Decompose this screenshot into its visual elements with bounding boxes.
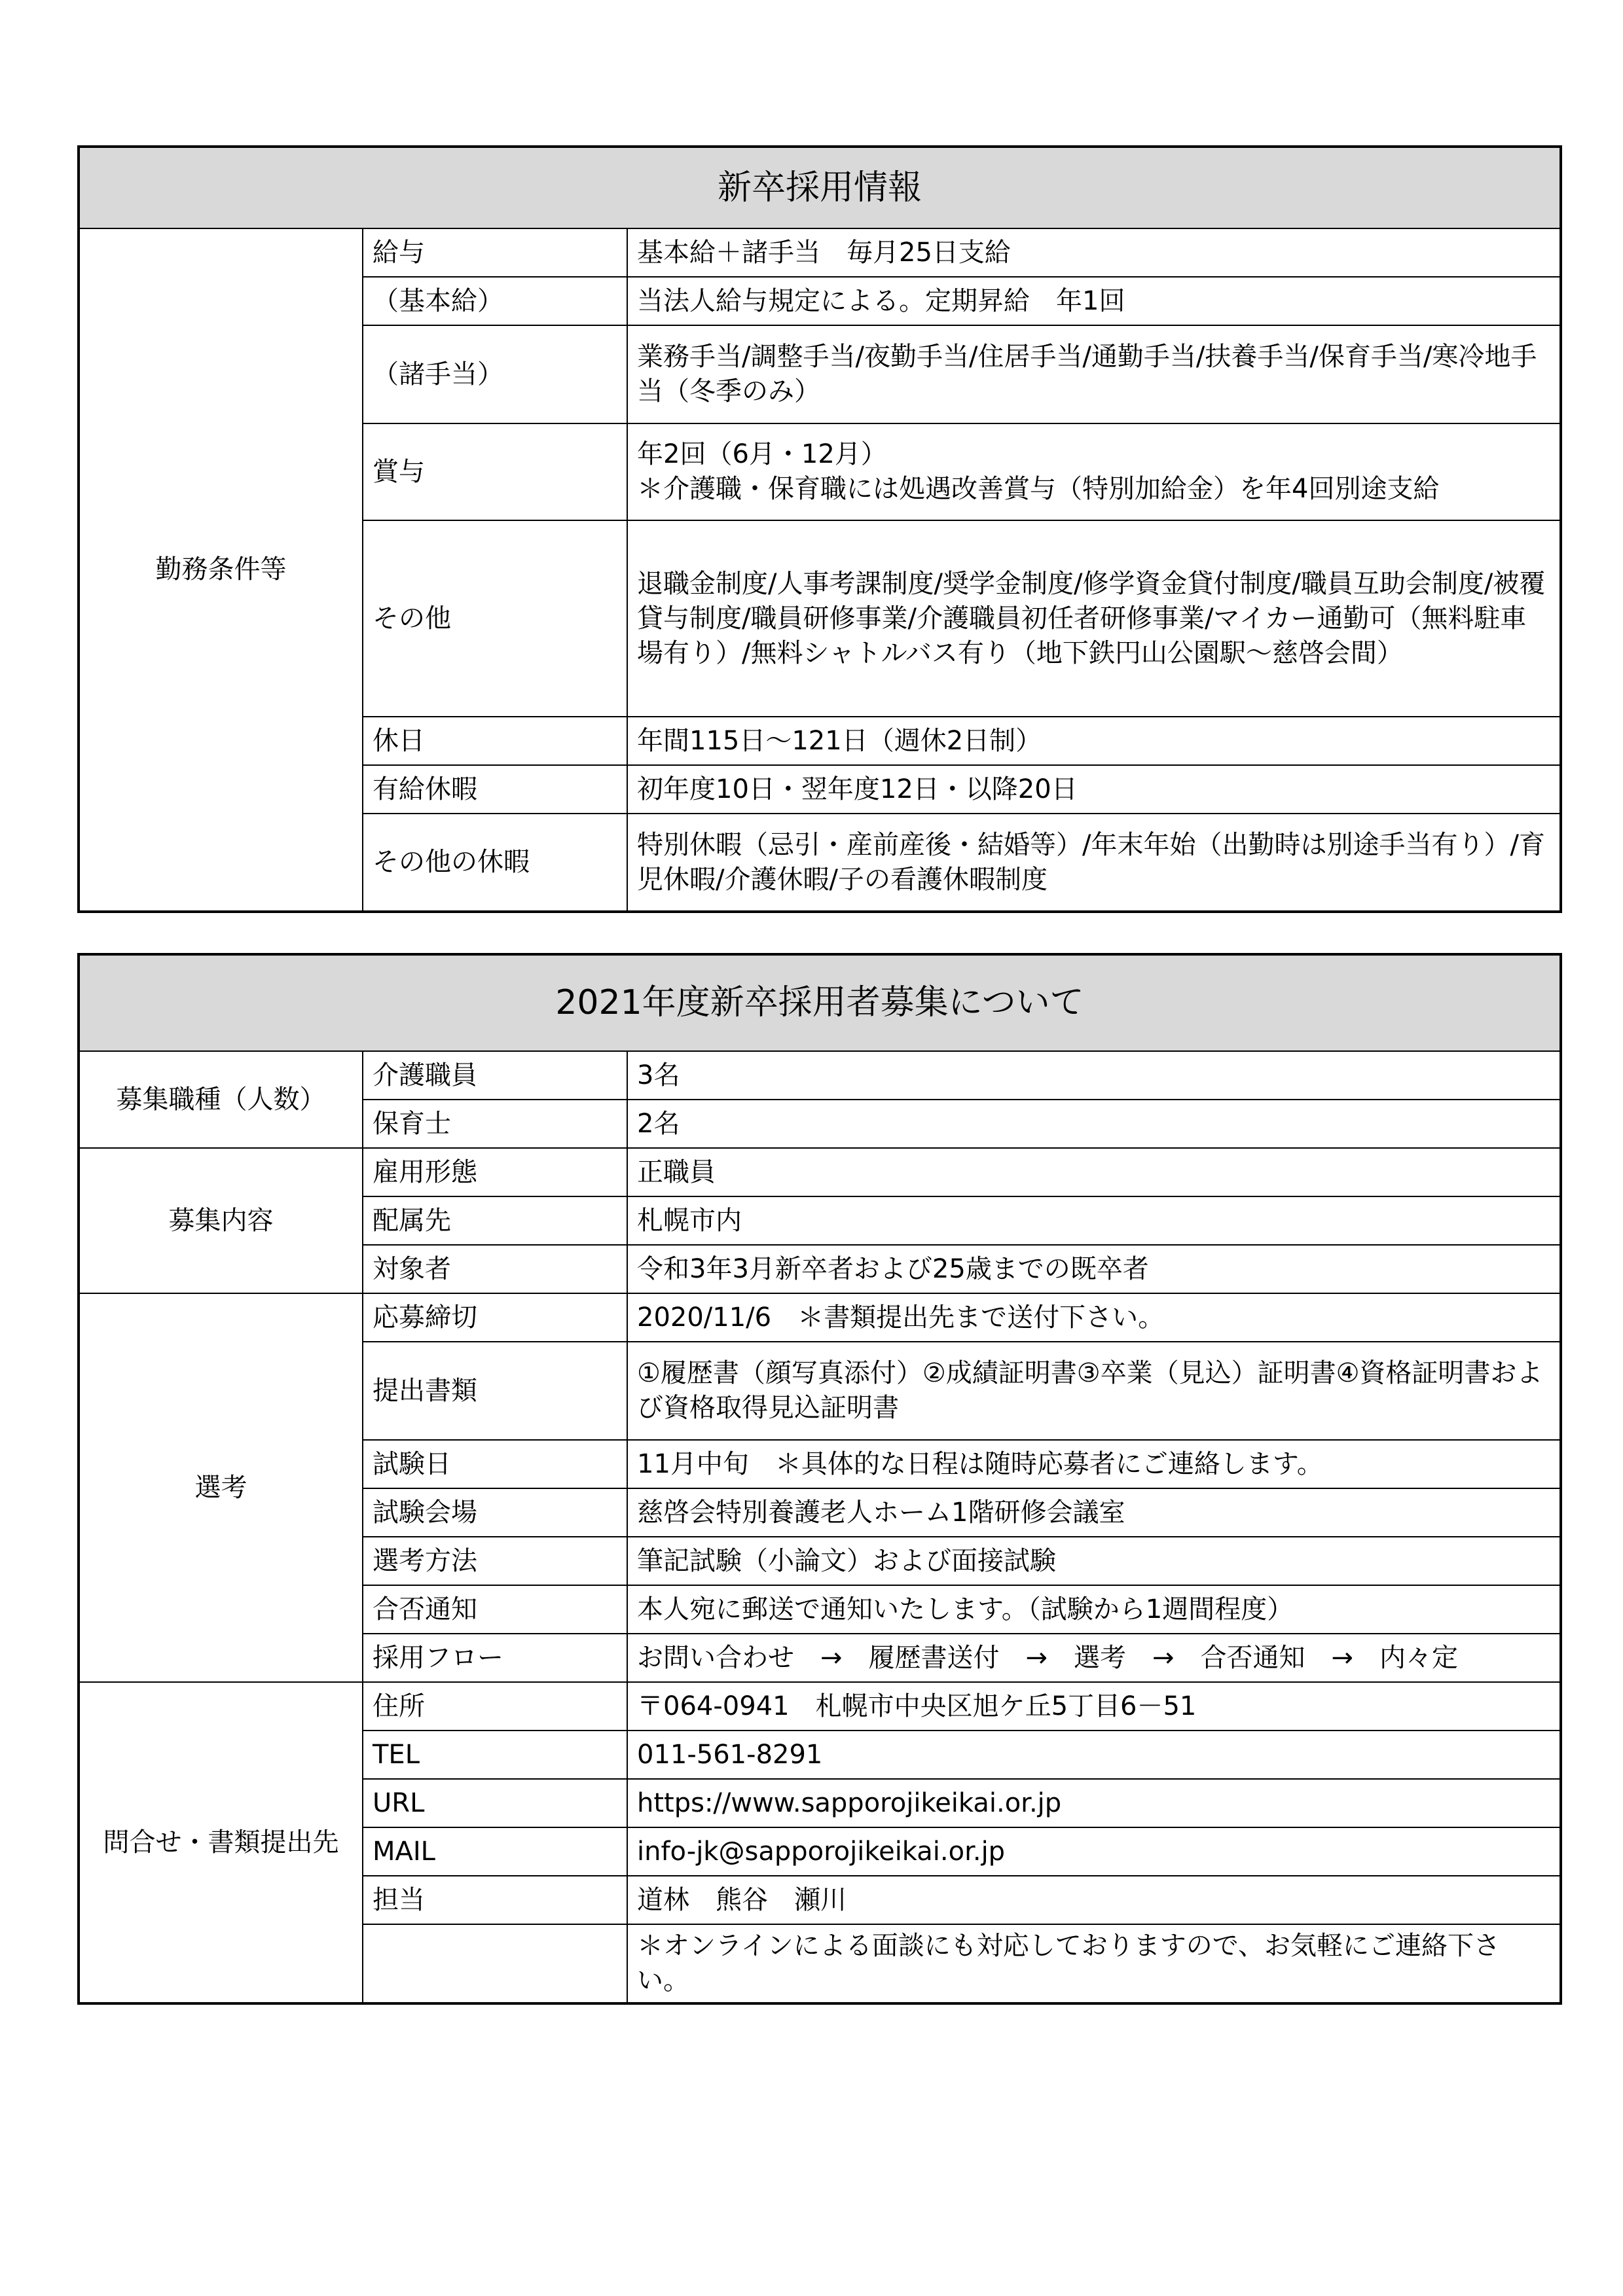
row-label: 試験会場	[363, 1488, 627, 1537]
row-value: 札幌市内	[627, 1196, 1561, 1245]
row-label: 給与	[363, 228, 627, 277]
row-label: 担当	[363, 1876, 627, 1924]
row-value: 当法人給与規定による。定期昇給 年1回	[627, 277, 1561, 325]
row-label: 賞与	[363, 423, 627, 520]
row-label: 合否通知	[363, 1585, 627, 1634]
row-label: 提出書類	[363, 1342, 627, 1440]
category-cell: 選考	[79, 1293, 363, 1682]
row-value: 〒064-0941 札幌市中央区旭ケ丘5丁目6－51	[627, 1682, 1561, 1731]
row-value: 3名	[627, 1051, 1561, 1100]
row-value: 退職金制度/人事考課制度/奨学金制度/修学資金貸付制度/職員互助会制度/被覆貸与制度/職員研修事業/介護職員初任者研修事業/マイカー通勤可（無料駐車場有り）/無料シャトルバス有り（地下鉄円山公園駅～慈啓会間）	[627, 520, 1561, 717]
row-label: （諸手当）	[363, 325, 627, 423]
row-label: URL	[363, 1779, 627, 1827]
table-title: 2021年度新卒採用者募集について	[79, 954, 1561, 1051]
row-label: 選考方法	[363, 1537, 627, 1585]
category-cell: 勤務条件等	[79, 228, 363, 912]
bonus-line: 年2回（6月・12月）	[637, 439, 887, 469]
row-label: 採用フロー	[363, 1634, 627, 1682]
recruitment-table	[77, 953, 1562, 2005]
table-title: 新卒採用情報	[79, 147, 1561, 228]
row-label: 休日	[363, 717, 627, 765]
row-value: 基本給＋諸手当 毎月25日支給	[627, 228, 1561, 277]
row-label: （基本給）	[363, 277, 627, 325]
online-note: ＊オンラインによる面談にも対応しておりますので、お気軽にご連絡下さい。	[627, 1924, 1561, 2003]
row-label: 保育士	[363, 1100, 627, 1148]
row-value: 2020/11/6 ＊書類提出先まで送付下さい。	[627, 1293, 1561, 1342]
row-label: 試験日	[363, 1440, 627, 1488]
row-label: その他の休暇	[363, 814, 627, 912]
row-value: 年間115日～121日（週休2日制）	[627, 717, 1561, 765]
row-label: 有給休暇	[363, 765, 627, 814]
category-cell: 問合せ・書類提出先	[79, 1682, 363, 2003]
row-value: 011-561-8291	[627, 1731, 1561, 1779]
row-value: 筆記試験（小論文）および面接試験	[627, 1537, 1561, 1585]
row-value: 本人宛に郵送で通知いたします。（試験から1週間程度）	[627, 1585, 1561, 1634]
row-value: ①履歴書（顔写真添付）②成績証明書③卒業（見込）証明書④資格証明書および資格取得見込証明書	[627, 1342, 1561, 1440]
row-label: 雇用形態	[363, 1148, 627, 1196]
row-label: 住所	[363, 1682, 627, 1731]
row-value	[627, 423, 1561, 520]
row-value: お問い合わせ → 履歴書送付 → 選考 → 合否通知 → 内々定	[627, 1634, 1561, 1682]
row-label: 配属先	[363, 1196, 627, 1245]
bonus-note: ＊介護職・保育職には処遇改善賞与（特別加給金）を年4回別途支給	[637, 474, 1440, 504]
email-value[interactable]: info-jk@sapporojikeikai.or.jp	[627, 1827, 1561, 1876]
row-value: 慈啓会特別養護老人ホーム1階研修会議室	[627, 1488, 1561, 1537]
category-cell: 募集内容	[79, 1148, 363, 1293]
row-label: TEL	[363, 1731, 627, 1779]
row-label	[363, 1924, 627, 2003]
row-label: 応募締切	[363, 1293, 627, 1342]
row-value: 初年度10日・翌年度12日・以降20日	[627, 765, 1561, 814]
row-value: 令和3年3月新卒者および25歳までの既卒者	[627, 1245, 1561, 1293]
row-value: 道林 熊谷 瀬川	[627, 1876, 1561, 1924]
row-value: 業務手当/調整手当/夜勤手当/住居手当/通勤手当/扶養手当/保育手当/寒冷地手当（冬季のみ）	[627, 325, 1561, 423]
url-value[interactable]: https://www.sapporojikeikai.or.jp	[627, 1779, 1561, 1827]
row-label: 対象者	[363, 1245, 627, 1293]
employment-conditions-table	[77, 145, 1562, 913]
category-cell: 募集職種（人数）	[79, 1051, 363, 1148]
row-label: 介護職員	[363, 1051, 627, 1100]
row-value: 正職員	[627, 1148, 1561, 1196]
row-value: 11月中旬 ＊具体的な日程は随時応募者にご連絡します。	[627, 1440, 1561, 1488]
row-label: MAIL	[363, 1827, 627, 1876]
row-label: その他	[363, 520, 627, 717]
row-value: 特別休暇（忌引・産前産後・結婚等）/年末年始（出勤時は別途手当有り）/育児休暇/介護休暇/子の看護休暇制度	[627, 814, 1561, 912]
row-value: 2名	[627, 1100, 1561, 1148]
